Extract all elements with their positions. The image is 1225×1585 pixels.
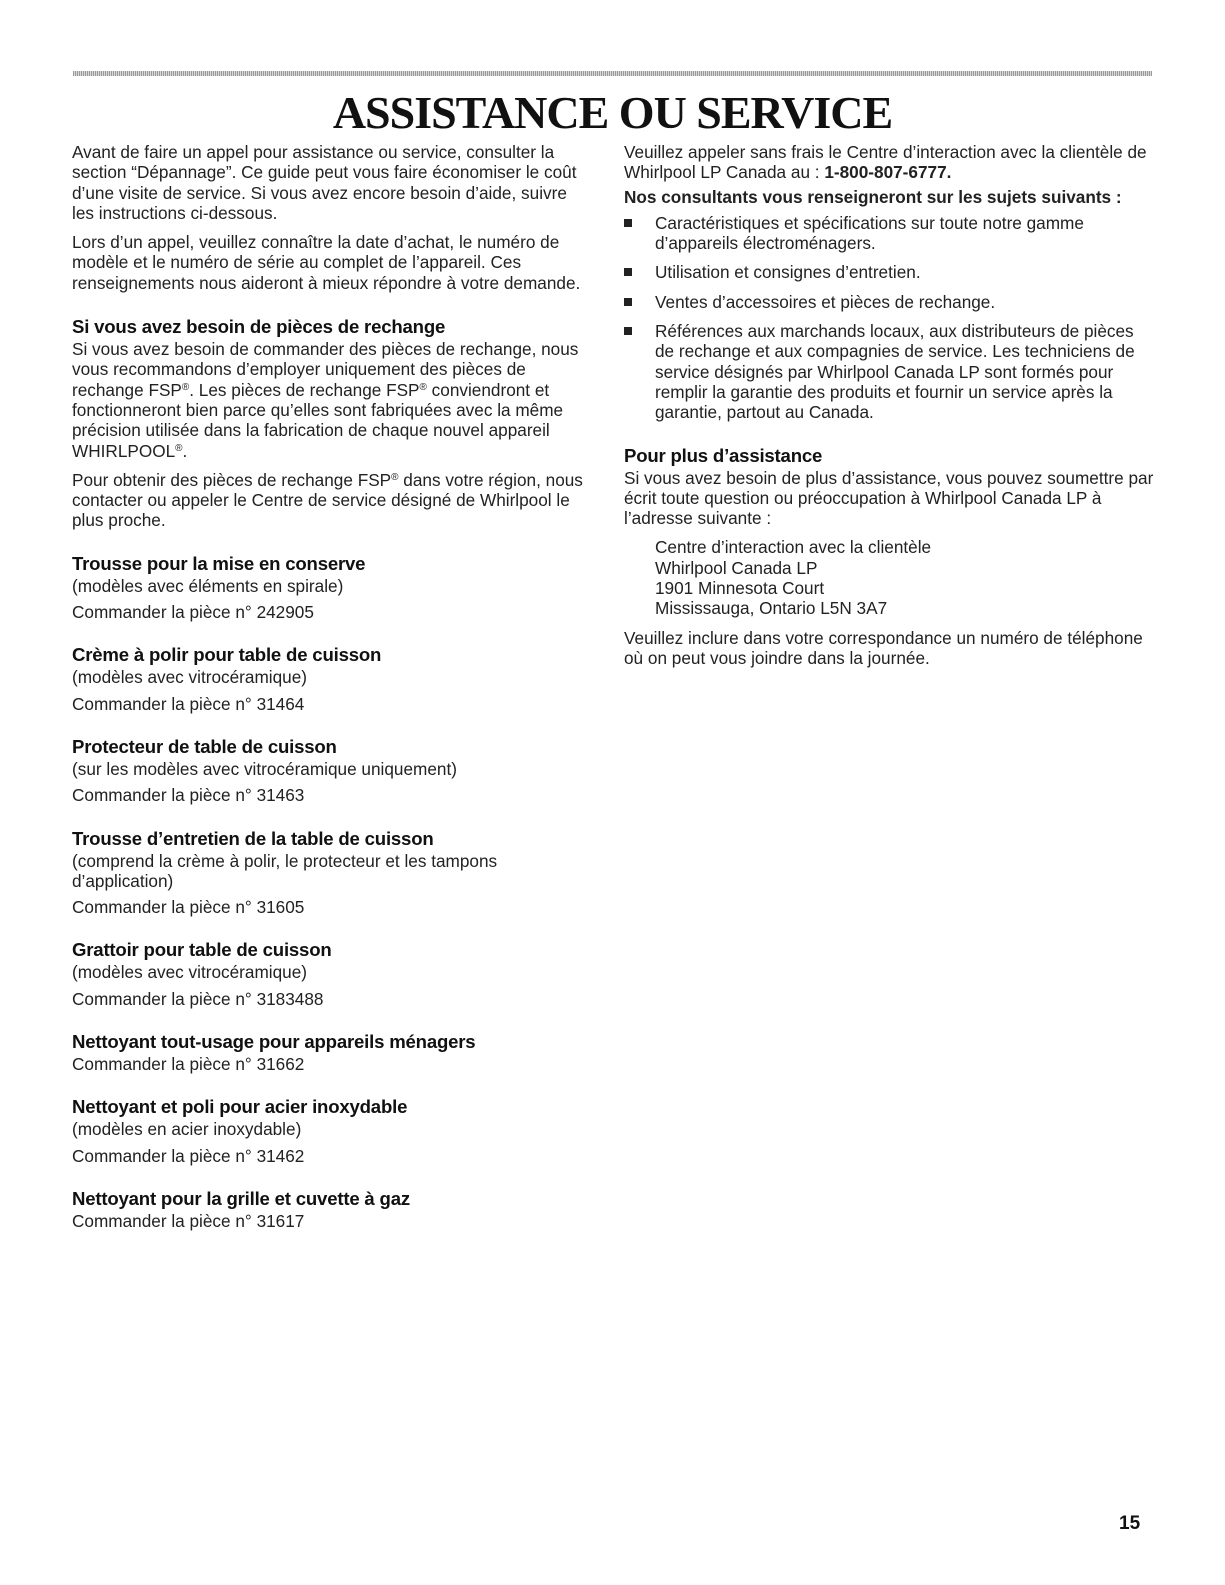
bullet-square-icon [624,298,632,306]
item-note: (comprend la crème à polir, le protecteur et les tampons d’application) [72,850,498,891]
address-line: 1901 Minnesota Court [655,578,825,599]
item-heading: Protecteur de table de cuisson [72,735,337,757]
more-paragraph: Si vous avez besoin de plus d’assistance, vous pouvez soumettre par écrit toute question ou préoccupation à Whirlpool Canada LP à l’adresse suivante : [624,467,1154,529]
item-heading: Trousse d’entretien de la table de cuisson [72,827,434,849]
item-heading: Nettoyant tout-usage pour appareils ménagers [72,1031,476,1053]
bullet-square-icon [624,327,632,335]
item-heading: Crème à polir pour table de cuisson [72,644,382,666]
address-line: Centre d’interaction avec la clientèle [655,537,932,558]
item-note: (modèles en acier inoxydable) [72,1119,302,1140]
item-note: (modèles avec vitrocéramique) [72,962,307,983]
item-heading: Nettoyant et poli pour acier inoxydable [72,1096,408,1118]
item-heading: Trousse pour la mise en conserve [72,552,366,574]
item-note: (sur les modèles avec vitrocéramique uniquement) [72,758,457,779]
page-number: 15 [1119,1513,1141,1534]
parts-paragraph: Si vous avez besoin de commander des pièces de rechange, nous vous recommandons d’employer uniquement des pièces de rechange FSP®. Les pièces de rechange FSP® conviendront et fonctionneront bien parce qu’elles sont fabriquées avec la même précision utilisée dans la fabrication de chaque nouvel appareil WHIRLPOOL®. [72,339,579,461]
item-heading: Nettoyant pour la grille et cuvette à gaz [72,1187,410,1209]
list-item: Caractéristiques et spécifications sur toute notre gamme d’appareils électroménagers. [624,213,1154,254]
right-column [624,142,1154,677]
bullet-square-icon [624,268,632,276]
item-order: Commander la pièce n° 31462 [72,1145,305,1166]
left-column [72,142,592,1231]
item-order: Commander la pièce n° 242905 [72,602,314,623]
phone-number: 1-800-807-6777. [824,162,952,183]
page-title: ASSISTANCE OU SERVICE [332,87,893,138]
intro-paragraph: Avant de faire un appel pour assistance ou service, consulter la section “Dépannage”. Ce guide peut vous faire économiser le coût d’une visite de service. Si vous avez encore besoin d’aide, suivre les instructions ci-dessous. [72,142,577,223]
consultants-heading: Nos consultants vous renseigneront sur les sujets suivants : [624,186,1122,207]
list-item: Utilisation et consignes d’entretien. [624,262,1154,282]
section-heading: Pour plus d’assistance [624,444,823,466]
list-item: Ventes d’accessoires et pièces de rechange. [624,292,1154,312]
item-order: Commander la pièce n° 31463 [72,785,305,806]
address-line: Mississauga, Ontario L5N 3A7 [655,598,888,619]
bullet-square-icon [624,219,632,227]
item-heading: Grattoir pour table de cuisson [72,939,332,961]
list-item: Références aux marchands locaux, aux distributeurs de pièces de rechange et aux compagnies de service. Les techniciens de service désignés par Whirlpool Canada LP sont formés pour remplir la garantie des produits et fournir un service après la garantie, partout au Canada. [624,321,1154,422]
parts-paragraph: Pour obtenir des pièces de rechange FSP® dans votre région, nous contacter ou appeler le Centre de service désigné de Whirlpool le plus proche. [72,469,583,531]
address-line: Whirlpool Canada LP [655,557,818,578]
top-rule [73,71,1152,76]
section-heading: Si vous avez besoin de pièces de rechange [72,316,446,338]
intro-paragraph: Lors d’un appel, veuillez connaître la date d’achat, le numéro de modèle et le numéro de série au complet de l’appareil. Ces renseignements nous aideront à mieux répondre à votre demande. [72,232,581,293]
item-order: Commander la pièce n° 31464 [72,693,305,714]
item-order: Commander la pièce n° 3183488 [72,988,324,1009]
item-order: Commander la pièce n° 31662 [72,1054,305,1075]
closing-paragraph: Veuillez inclure dans votre correspondance un numéro de téléphone où on peut vous joindre dans la journée. [624,627,1143,668]
call-paragraph: Veuillez appeler sans frais le Centre d’interaction avec la clientèle de Whirlpool LP Canada au : 1-800-807-6777. [624,142,1147,183]
postal-address [624,537,1154,618]
item-note: (modèles avec éléments en spirale) [72,575,344,596]
topics-list [624,213,1154,423]
item-order: Commander la pièce n° 31605 [72,897,305,918]
item-note: (modèles avec vitrocéramique) [72,667,307,688]
item-order: Commander la pièce n° 31617 [72,1210,305,1231]
